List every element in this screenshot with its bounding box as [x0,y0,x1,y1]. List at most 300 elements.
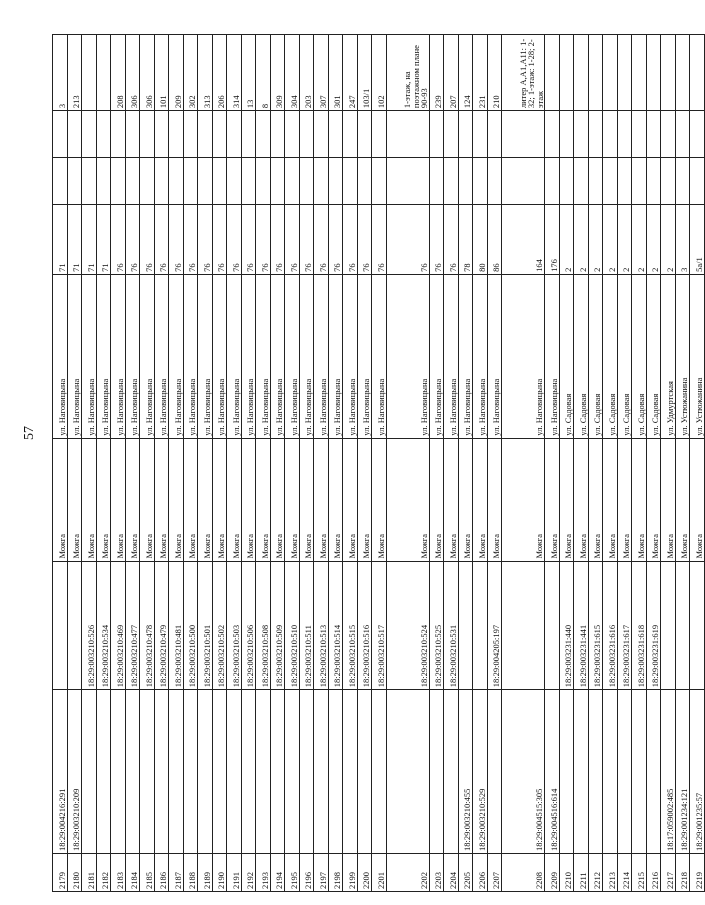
registry-table-sheet [52,34,704,892]
cadastral-number [357,690,372,854]
table-row [111,35,126,892]
table-row [82,35,97,892]
korpus-cell [53,157,68,204]
cadastral-number-alt [502,561,545,690]
house-cell: 76 [328,204,343,274]
row-number: 2200 [357,853,372,891]
cadastral-number-alt: 18:29:003210:477 [125,561,140,690]
extra-cell [617,111,632,158]
city-cell: Можга [256,438,271,561]
street-cell: ул. Садовая [559,274,574,438]
row-number: 2180 [67,853,82,891]
korpus-cell [372,157,387,204]
cadastral-number [343,690,358,854]
apartment-cell: 307 [314,35,329,111]
apartment-cell: 210 [487,35,502,111]
cadastral-number-alt: 18:29:003210:501 [198,561,213,690]
korpus-cell [154,157,169,204]
apartment-cell: 1-этаж, на поэтажном плане 90-93 [386,35,429,111]
row-number: 2193 [256,853,271,891]
page-number: 57 [22,426,37,440]
city-cell: Можга [617,438,632,561]
street-cell: ул. Наговицына [198,274,213,438]
extra-cell [675,111,690,158]
city-cell: Можга [227,438,242,561]
cadastral-number [111,690,126,854]
city-cell: Можга [386,438,429,561]
cadastral-number-alt [661,561,676,690]
row-number: 2205 [458,853,473,891]
city-cell: Можга [632,438,647,561]
row-number: 2197 [314,853,329,891]
house-cell: 2 [603,204,618,274]
cadastral-number-alt: 18:29:003210:479 [154,561,169,690]
cadastral-number-alt [690,561,705,690]
korpus-cell [661,157,676,204]
cadastral-number [285,690,300,854]
row-number: 2211 [574,853,589,891]
korpus-cell [241,157,256,204]
city-cell: Можга [444,438,459,561]
street-cell: ул. Наговицына [212,274,227,438]
row-number: 2187 [169,853,184,891]
street-cell: ул. Наговицына [125,274,140,438]
house-cell: 76 [169,204,184,274]
cadastral-number: 18:29:004216:291 [53,690,68,854]
cadastral-number-alt: 18:29:003210:506 [241,561,256,690]
table-row [227,35,242,892]
cadastral-number-alt: 18:29:003210:511 [299,561,314,690]
extra-cell [183,111,198,158]
apartment-cell: 306 [125,35,140,111]
cadastral-number [125,690,140,854]
table-row [487,35,502,892]
table-row [67,35,82,892]
table-row [270,35,285,892]
apartment-cell: 213 [67,35,82,111]
street-cell: ул. Наговицына [256,274,271,438]
house-cell: 80 [473,204,488,274]
row-number: 2218 [675,853,690,891]
korpus-cell [140,157,155,204]
cadastral-number-alt: 18:29:003210:531 [444,561,459,690]
cadastral-number [386,690,429,854]
cadastral-number-alt [473,561,488,690]
korpus-cell [227,157,242,204]
cadastral-number [444,690,459,854]
extra-cell [588,111,603,158]
cadastral-number-alt: 18:29:003210:524 [386,561,429,690]
street-cell: ул. Наговицына [386,274,429,438]
extra-cell [212,111,227,158]
extra-cell [386,111,429,158]
cadastral-number-alt: 18:29:003210:508 [256,561,271,690]
street-cell: ул. Садовая [588,274,603,438]
cadastral-number-alt: 18:29:003210:510 [285,561,300,690]
row-number: 2202 [386,853,429,891]
cadastral-number [212,690,227,854]
apartment-cell: 101 [154,35,169,111]
apartment-cell [646,35,661,111]
table-row [256,35,271,892]
house-cell: 76 [183,204,198,274]
extra-cell [299,111,314,158]
city-cell: Можга [241,438,256,561]
extra-cell [632,111,647,158]
cadastral-number [82,690,97,854]
korpus-cell [198,157,213,204]
extra-cell [314,111,329,158]
apartment-cell [675,35,690,111]
table-row [343,35,358,892]
extra-cell [502,111,545,158]
korpus-cell [559,157,574,204]
house-cell: 2 [574,204,589,274]
city-cell: Можга [458,438,473,561]
house-cell: 78 [458,204,473,274]
extra-cell [473,111,488,158]
korpus-cell [690,157,705,204]
korpus-cell [473,157,488,204]
street-cell: ул. Наговицына [545,274,560,438]
row-number: 2215 [632,853,647,891]
table-row [617,35,632,892]
korpus-cell [444,157,459,204]
table-row [661,35,676,892]
house-cell: 71 [53,204,68,274]
apartment-cell: 304 [285,35,300,111]
apartment-cell [603,35,618,111]
apartment-cell: 203 [299,35,314,111]
cadastral-number [140,690,155,854]
city-cell: Можга [690,438,705,561]
row-number: 2217 [661,853,676,891]
city-cell: Можга [154,438,169,561]
city-cell: Можга [198,438,213,561]
korpus-cell [588,157,603,204]
table-row [285,35,300,892]
cadastral-number [241,690,256,854]
house-cell: 2 [588,204,603,274]
street-cell: ул. Наговицына [299,274,314,438]
table-row [574,35,589,892]
korpus-cell [314,157,329,204]
city-cell: Можга [473,438,488,561]
cadastral-number [487,690,502,854]
row-number: 2182 [96,853,111,891]
street-cell: ул. Удмуртская [661,274,676,438]
city-cell: Можга [299,438,314,561]
apartment-cell: 124 [458,35,473,111]
extra-cell [357,111,372,158]
apartment-cell [632,35,647,111]
city-cell: Можга [429,438,444,561]
cadastral-number [559,690,574,854]
house-cell: 2 [559,204,574,274]
cadastral-number-alt: 18:29:003210:478 [140,561,155,690]
house-cell: 76 [154,204,169,274]
street-cell: ул. Наговицына [372,274,387,438]
cadastral-number [183,690,198,854]
cadastral-number-alt: 18:29:003231:619 [646,561,661,690]
street-cell: ул. Наговицына [444,274,459,438]
table-row [588,35,603,892]
cadastral-number-alt: 18:29:003210:534 [96,561,111,690]
street-cell: ул. Наговицына [183,274,198,438]
street-cell: ул. Наговицына [314,274,329,438]
cadastral-number-alt [675,561,690,690]
cadastral-number-alt: 18:29:003231:441 [574,561,589,690]
table-row [96,35,111,892]
cadastral-number-alt: 18:29:003210:513 [314,561,329,690]
cadastral-number-alt: 18:29:003210:515 [343,561,358,690]
extra-cell [285,111,300,158]
korpus-cell [386,157,429,204]
row-number: 2216 [646,853,661,891]
extra-cell [559,111,574,158]
city-cell: Можга [372,438,387,561]
cadastral-number-alt [53,561,68,690]
table-row [241,35,256,892]
street-cell: ул. Устюжанина [675,274,690,438]
extra-cell [256,111,271,158]
street-cell: ул. Наговицына [67,274,82,438]
cadastral-number [617,690,632,854]
cadastral-number-alt: 18:29:003210:517 [372,561,387,690]
cadastral-number-alt: 18:29:003231:615 [588,561,603,690]
row-number: 2210 [559,853,574,891]
apartment-cell [617,35,632,111]
row-number: 2206 [473,853,488,891]
extra-cell [96,111,111,158]
korpus-cell [285,157,300,204]
city-cell: Можга [646,438,661,561]
house-cell: 71 [82,204,97,274]
apartment-cell: 231 [473,35,488,111]
cadastral-number-alt: 18:29:003210:502 [212,561,227,690]
cadastral-number [372,690,387,854]
street-cell: ул. Наговицына [343,274,358,438]
street-cell: ул. Садовая [617,274,632,438]
city-cell: Можга [140,438,155,561]
cadastral-number [154,690,169,854]
city-cell: Можга [53,438,68,561]
apartment-cell [690,35,705,111]
city-cell: Можга [675,438,690,561]
cadastral-number-alt: 18:29:003210:503 [227,561,242,690]
house-cell: 76 [429,204,444,274]
apartment-cell: 313 [198,35,213,111]
house-cell: 76 [270,204,285,274]
extra-cell [227,111,242,158]
apartment-cell: 209 [169,35,184,111]
table-row [444,35,459,892]
city-cell: Можга [169,438,184,561]
table-row [458,35,473,892]
extra-cell [241,111,256,158]
street-cell: ул. Устюжанина [690,274,705,438]
row-number: 2194 [270,853,285,891]
cadastral-number-alt: 18:29:004205:197 [487,561,502,690]
korpus-cell [212,157,227,204]
extra-cell [328,111,343,158]
row-number: 2207 [487,853,502,891]
apartment-cell: 301 [328,35,343,111]
table-row [314,35,329,892]
apartment-cell: 3 [53,35,68,111]
table-row [183,35,198,892]
cadastral-number [270,690,285,854]
city-cell: Можга [574,438,589,561]
street-cell: ул. Наговицына [140,274,155,438]
cadastral-number [574,690,589,854]
street-cell: ул. Садовая [603,274,618,438]
cadastral-number-alt: 18:29:003210:514 [328,561,343,690]
cadastral-number-alt: 18:29:003210:500 [183,561,198,690]
korpus-cell [299,157,314,204]
apartment-cell: 206 [212,35,227,111]
extra-cell [487,111,502,158]
korpus-cell [183,157,198,204]
korpus-cell [125,157,140,204]
extra-cell [661,111,676,158]
street-cell: ул. Наговицына [270,274,285,438]
cadastral-number: 18:29:004516:614 [545,690,560,854]
street-cell: ул. Наговицына [487,274,502,438]
city-cell: Можга [67,438,82,561]
house-cell: 76 [299,204,314,274]
city-cell: Можга [487,438,502,561]
cadastral-number-alt: 18:29:003231:616 [603,561,618,690]
street-cell: ул. Наговицына [96,274,111,438]
korpus-cell [603,157,618,204]
cadastral-number-alt: 18:29:003210:469 [111,561,126,690]
korpus-cell [429,157,444,204]
apartment-cell [588,35,603,111]
house-cell: 76 [241,204,256,274]
apartment-cell: 102 [372,35,387,111]
extra-cell [67,111,82,158]
street-cell: ул. Садовая [574,274,589,438]
city-cell: Можга [357,438,372,561]
city-cell: Можга [212,438,227,561]
city-cell: Можга [285,438,300,561]
cadastral-number-alt: 18:29:003231:617 [617,561,632,690]
row-number: 2192 [241,853,256,891]
street-cell: ул. Наговицына [169,274,184,438]
cadastral-number [314,690,329,854]
table-row [328,35,343,892]
korpus-cell [111,157,126,204]
row-number: 2190 [212,853,227,891]
city-cell: Можга [270,438,285,561]
row-number: 2214 [617,853,632,891]
korpus-cell [67,157,82,204]
cadastral-number: 18:29:001235:57 [690,690,705,854]
row-number: 2189 [198,853,213,891]
city-cell: Можга [588,438,603,561]
cadastral-number-alt: 18:29:003210:525 [429,561,444,690]
apartment-cell: 8 [256,35,271,111]
house-cell: 76 [198,204,213,274]
cadastral-number: 18:29:003210:455 [458,690,473,854]
house-cell: 3 [675,204,690,274]
apartment-cell: 247 [343,35,358,111]
street-cell: ул. Наговицына [502,274,545,438]
table-row [386,35,429,892]
city-cell: Можга [502,438,545,561]
street-cell: ул. Наговицына [285,274,300,438]
apartment-cell: 207 [444,35,459,111]
table-row [125,35,140,892]
table-row [154,35,169,892]
extra-cell [169,111,184,158]
cadastral-number [96,690,111,854]
street-cell: ул. Наговицына [53,274,68,438]
city-cell: Можга [125,438,140,561]
row-number: 2199 [343,853,358,891]
korpus-cell [632,157,647,204]
city-cell: Можга [111,438,126,561]
house-cell: 76 [140,204,155,274]
apartment-cell [82,35,97,111]
row-number: 2183 [111,853,126,891]
cadastral-number-alt: 18:29:003210:516 [357,561,372,690]
extra-cell [545,111,560,158]
extra-cell [343,111,358,158]
row-number: 2185 [140,853,155,891]
table-row [357,35,372,892]
street-cell: ул. Наговицына [241,274,256,438]
apartment-cell: 239 [429,35,444,111]
extra-cell [270,111,285,158]
street-cell: ул. Наговицына [111,274,126,438]
table-row [53,35,68,892]
extra-cell [53,111,68,158]
korpus-cell [82,157,97,204]
apartment-cell: 306 [140,35,155,111]
row-number: 2201 [372,853,387,891]
apartment-cell: 103/1 [357,35,372,111]
city-cell: Можга [96,438,111,561]
apartment-cell: 314 [227,35,242,111]
house-cell: 76 [125,204,140,274]
apartment-cell [661,35,676,111]
extra-cell [444,111,459,158]
street-cell: ул. Наговицына [357,274,372,438]
korpus-cell [357,157,372,204]
extra-cell [125,111,140,158]
row-number: 2198 [328,853,343,891]
city-cell: Можга [314,438,329,561]
cadastral-number: 18:17:059002:485 [661,690,676,854]
house-cell: 2 [646,204,661,274]
house-cell: 76 [256,204,271,274]
house-cell: 2 [661,204,676,274]
cadastral-number-alt: 18:29:003210:481 [169,561,184,690]
table-row [690,35,705,892]
city-cell: Можга [82,438,97,561]
korpus-cell [96,157,111,204]
house-cell: 76 [343,204,358,274]
korpus-cell [545,157,560,204]
city-cell: Можга [545,438,560,561]
street-cell: ул. Наговицына [154,274,169,438]
cadastral-number [227,690,242,854]
city-cell: Можга [328,438,343,561]
korpus-cell [270,157,285,204]
extra-cell [458,111,473,158]
